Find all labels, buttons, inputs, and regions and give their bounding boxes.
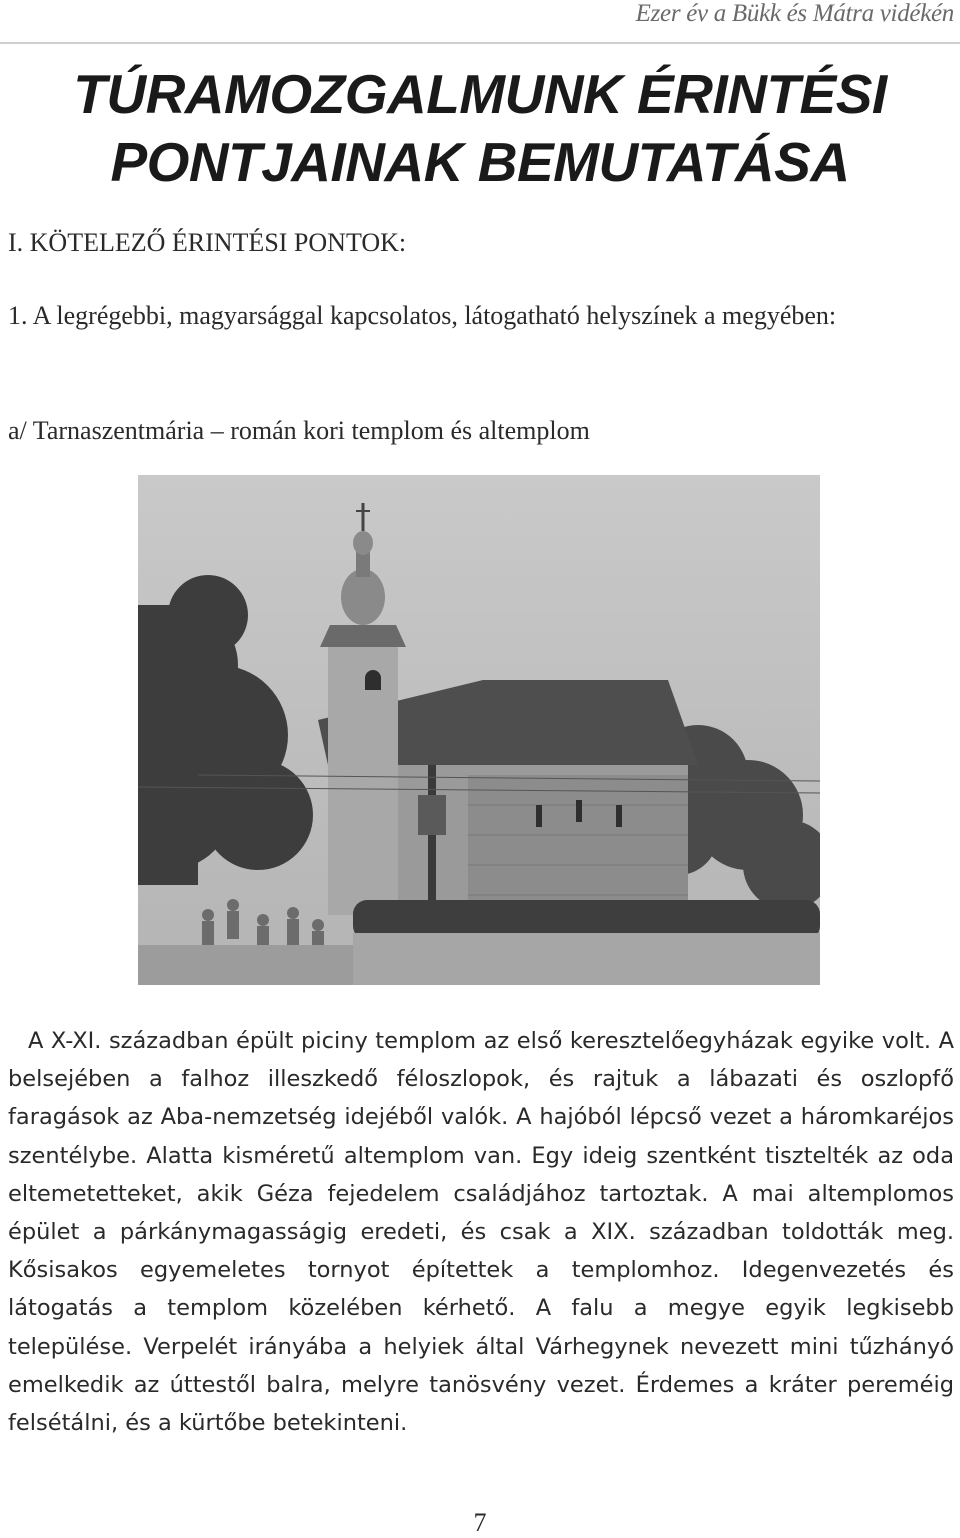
page-title-line-2: PONTJAINAK BEMUTATÁSA — [110, 131, 850, 193]
item-heading: 1. A legrégebbi, magyarsággal kapcsolatos, látogatható helyszínek a megyében: — [8, 301, 837, 330]
tower-dome — [341, 569, 385, 625]
tower — [328, 645, 398, 915]
section-heading: I. KÖTELEZŐ ÉRINTÉSI PONTOK: — [8, 228, 407, 257]
page-title-line-1: TÚRAMOZGALMUNK ÉRINTÉSI — [73, 63, 887, 125]
stone-wall — [353, 933, 820, 985]
header-rule — [0, 42, 960, 44]
body-paragraph: A X-XI. században épült piciny templom az első keresztelőegyházak egyike volt. A belsejében a falhoz illeszkedő féloszlopok, és rajtuk a lábazati és oszlopfő faragások az Aba-nemzetség idejéből valók. A hajóból lépcső vezet a háromkaréjos szentélybe. Alatta kisméretű altemplom van. Egy ideig szentként tisztelték az oda eltemetetteket, akik Géza fejedelem családjához tartoztak. A mai altemplomos épület a párkánymagasságig eredeti, és csak a XIX. században toldották meg. Kősisakos egyemeletes tornyot építettek a templomhoz. Idegenvezetés és látogatás a templom közelében kérhető. A falu a megye egyik legkisebb települése. Verpelét irányába a helyiek által Várhegynek nevezett mini tűzhányó emelkedik az úttestől balra, melyre tanösvény vezet. Érdemes a kráter pereméig felsétálni, és a kürtőbe betekinteni. — [8, 1028, 954, 1437]
tower-window — [365, 670, 381, 690]
church-photo — [138, 475, 820, 985]
church-illustration — [138, 475, 820, 985]
page-number: 7 — [473, 1508, 487, 1537]
page-title — [0, 60, 960, 196]
running-head: Ezer év a Bükk és Mátra vidékén — [635, 0, 954, 27]
sub-heading: a/ Tarnaszentmária – román kori templom és altemplom — [8, 416, 590, 445]
